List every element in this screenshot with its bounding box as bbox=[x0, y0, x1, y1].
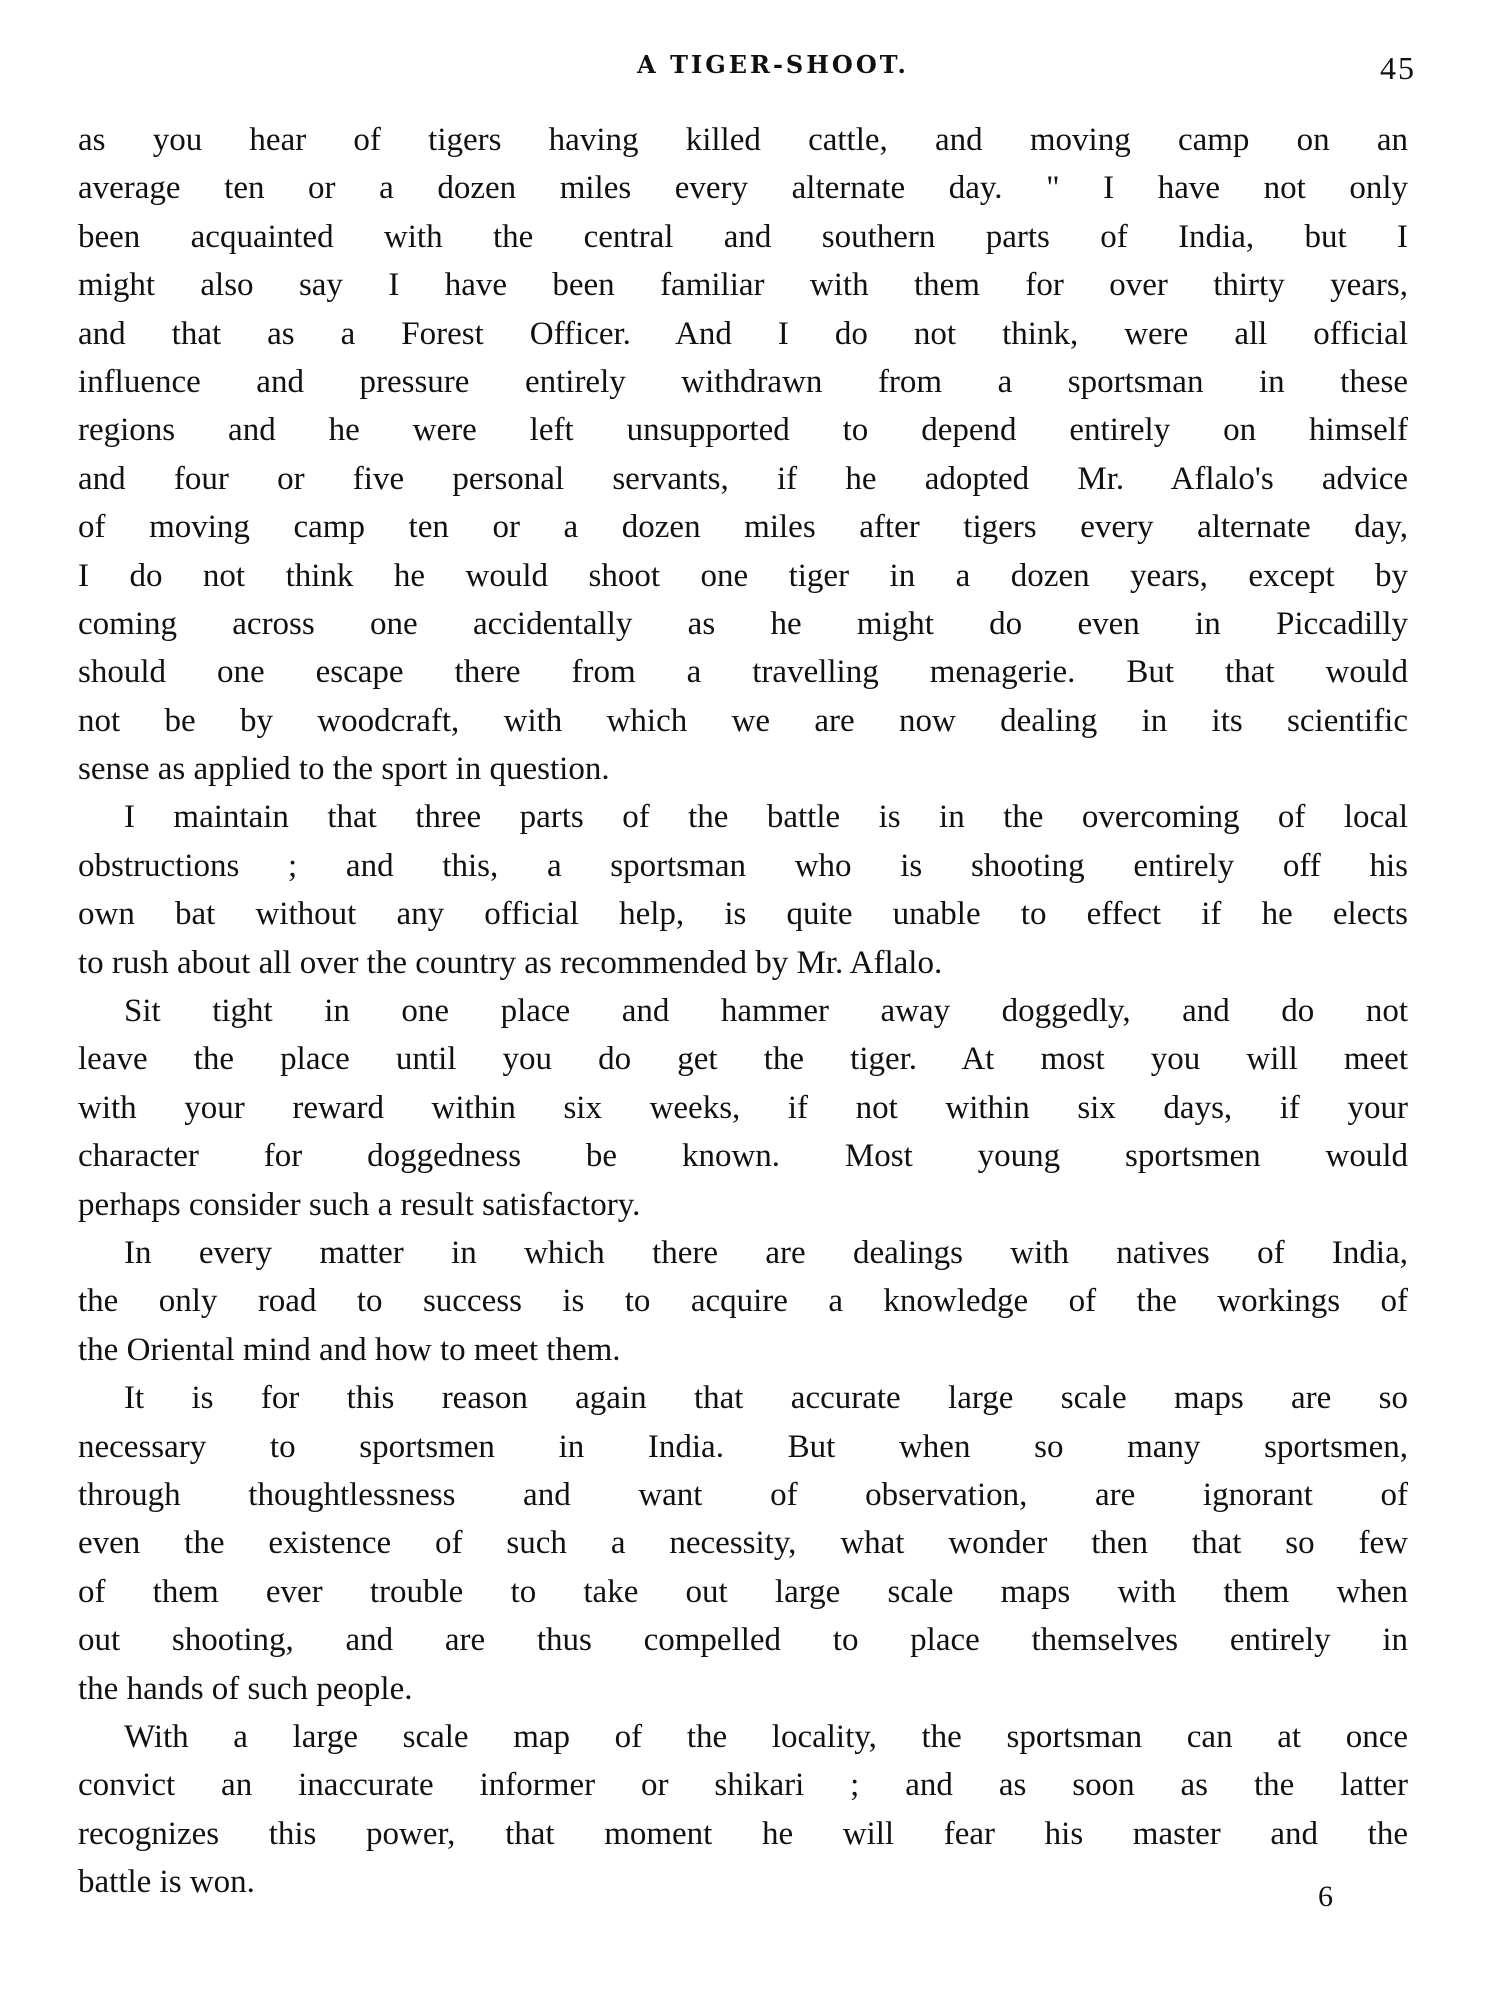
text-line: sense as applied to the sport in question. bbox=[78, 751, 610, 788]
text-line: not be by woodcraft, with which we are now dealing in its scientific bbox=[78, 702, 1408, 739]
text-line: With a large scale map of the locality, the sportsman can at once bbox=[124, 1718, 1408, 1755]
text-line: even the existence of such a necessity, what wonder then that so few bbox=[78, 1525, 1408, 1562]
text-line: It is for this reason again that accurate large scale maps are so bbox=[124, 1380, 1408, 1417]
body-text bbox=[78, 116, 1408, 1906]
text-line: and that as a Forest Officer. And I do not think, were all official bbox=[78, 315, 1408, 352]
text-line: the hands of such people. bbox=[78, 1670, 413, 1707]
text-line: with your reward within six weeks, if not within six days, if your bbox=[78, 1089, 1408, 1126]
text-line: influence and pressure entirely withdrawn from a sportsman in these bbox=[78, 363, 1408, 400]
text-line: average ten or a dozen miles every alternate day. " I have not only bbox=[78, 170, 1408, 207]
text-line: I maintain that three parts of the battle is in the overcoming of local bbox=[124, 799, 1408, 836]
text-line: regions and he were left unsupported to depend entirely on himself bbox=[78, 412, 1408, 449]
text-line: should one escape there from a travelling menagerie. But that would bbox=[78, 654, 1408, 691]
text-line: the only road to success is to acquire a knowledge of the workings of bbox=[78, 1283, 1408, 1320]
text-line: I do not think he would shoot one tiger in a dozen years, except by bbox=[78, 557, 1408, 594]
text-line: battle is won. bbox=[78, 1864, 255, 1901]
text-line: perhaps consider such a result satisfactory. bbox=[78, 1186, 641, 1223]
text-line: coming across one accidentally as he might do even in Piccadilly bbox=[78, 605, 1408, 642]
text-line: out shooting, and are thus compelled to place themselves entirely in bbox=[78, 1622, 1408, 1659]
signature-mark: 6 bbox=[1318, 1880, 1333, 1913]
text-line: might also say I have been familiar with them for over thirty years, bbox=[78, 267, 1408, 304]
text-line: been acquainted with the central and southern parts of India, but I bbox=[78, 218, 1408, 255]
text-line: to rush about all over the country as recommended by Mr. Aflalo. bbox=[78, 944, 943, 981]
running-title: A TIGER-SHOOT. bbox=[637, 50, 909, 79]
text-line: obstructions ; and this, a sportsman who is shooting entirely off his bbox=[78, 847, 1408, 884]
page-number: 45 bbox=[1380, 50, 1416, 86]
text-line: necessary to sportsmen in India. But when so many sportsmen, bbox=[78, 1428, 1408, 1465]
text-line: convict an inaccurate informer or shikari ; and as soon as the latter bbox=[78, 1767, 1408, 1804]
text-line: through thoughtlessness and want of observation, are ignorant of bbox=[78, 1476, 1408, 1513]
text-line: own bat without any official help, is quite unable to effect if he elects bbox=[78, 896, 1408, 933]
text-line: recognizes this power, that moment he will fear his master and the bbox=[78, 1815, 1408, 1852]
text-line: character for doggedness be known. Most young sportsmen would bbox=[78, 1138, 1408, 1175]
text-line: of them ever trouble to take out large scale maps with them when bbox=[78, 1573, 1408, 1610]
text-line: leave the place until you do get the tiger. At most you will meet bbox=[78, 1041, 1408, 1078]
text-line: In every matter in which there are dealings with natives of India, bbox=[124, 1234, 1408, 1271]
text-line: as you hear of tigers having killed cattle, and moving camp on an bbox=[78, 122, 1408, 158]
text-line: the Oriental mind and how to meet them. bbox=[78, 1331, 621, 1368]
text-line: and four or five personal servants, if he adopted Mr. Aflalo's advice bbox=[78, 460, 1408, 497]
text-line: Sit tight in one place and hammer away doggedly, and do not bbox=[124, 993, 1408, 1030]
text-line: of moving camp ten or a dozen miles after tigers every alternate day, bbox=[78, 509, 1408, 546]
